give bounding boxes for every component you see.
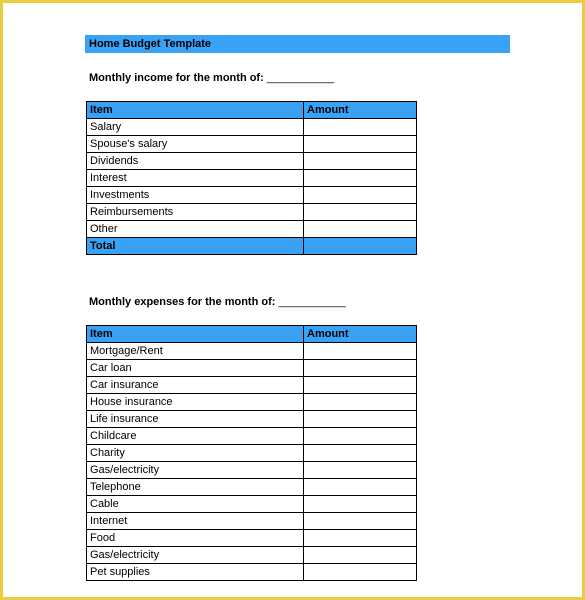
item-cell: Dividends [87, 153, 304, 170]
table-row [87, 377, 417, 394]
income-table [86, 101, 417, 255]
table-row [87, 530, 417, 547]
item-cell: Childcare [87, 428, 304, 445]
item-cell: Pet supplies [87, 564, 304, 581]
item-cell: Investments [87, 187, 304, 204]
amount-cell[interactable] [304, 445, 417, 462]
income-heading-text: Monthly income for the month of: [89, 72, 264, 84]
amount-cell[interactable] [304, 360, 417, 377]
amount-cell[interactable] [304, 513, 417, 530]
item-cell: Interest [87, 170, 304, 187]
item-cell: Telephone [87, 479, 304, 496]
expenses-heading [89, 296, 346, 308]
total-row [87, 238, 417, 255]
table-row [87, 394, 417, 411]
document-title: Home Budget Template [85, 35, 510, 53]
total-amount-cell[interactable] [304, 238, 417, 255]
amount-cell[interactable] [304, 411, 417, 428]
amount-cell[interactable] [304, 119, 417, 136]
table-row [87, 479, 417, 496]
table-row [87, 119, 417, 136]
table-row [87, 513, 417, 530]
table-row [87, 204, 417, 221]
income-month-blank: ___________ [266, 72, 335, 84]
table-row [87, 170, 417, 187]
table-row [87, 547, 417, 564]
table-header-row [87, 102, 417, 119]
amount-cell[interactable] [304, 530, 417, 547]
item-cell: Car loan [87, 360, 304, 377]
column-header-amount: Amount [304, 102, 417, 119]
item-cell: Salary [87, 119, 304, 136]
table-row [87, 360, 417, 377]
amount-cell[interactable] [304, 547, 417, 564]
item-cell: Charity [87, 445, 304, 462]
table-row [87, 187, 417, 204]
expenses-table [86, 325, 417, 581]
income-heading [89, 72, 334, 84]
item-cell: Gas/electricity [87, 547, 304, 564]
amount-cell[interactable] [304, 462, 417, 479]
item-cell: Gas/electricity [87, 462, 304, 479]
expenses-month-blank: ___________ [278, 296, 346, 308]
amount-cell[interactable] [304, 204, 417, 221]
amount-cell[interactable] [304, 153, 417, 170]
column-header-amount: Amount [304, 326, 417, 343]
item-cell: Mortgage/Rent [87, 343, 304, 360]
column-header-item: Item [87, 326, 304, 343]
amount-cell[interactable] [304, 496, 417, 513]
table-row [87, 136, 417, 153]
table-row [87, 462, 417, 479]
table-row [87, 496, 417, 513]
table-header-row [87, 326, 417, 343]
table-row [87, 445, 417, 462]
table-row [87, 564, 417, 581]
amount-cell[interactable] [304, 343, 417, 360]
item-cell: Life insurance [87, 411, 304, 428]
item-cell: Internet [87, 513, 304, 530]
amount-cell[interactable] [304, 479, 417, 496]
amount-cell[interactable] [304, 377, 417, 394]
item-cell: House insurance [87, 394, 304, 411]
item-cell: Food [87, 530, 304, 547]
item-cell: Other [87, 221, 304, 238]
table-row [87, 428, 417, 445]
item-cell: Reimbursements [87, 204, 304, 221]
amount-cell[interactable] [304, 170, 417, 187]
table-row [87, 343, 417, 360]
item-cell: Car insurance [87, 377, 304, 394]
expenses-heading-text: Monthly expenses for the month of: [89, 296, 276, 308]
amount-cell[interactable] [304, 136, 417, 153]
item-cell: Spouse's salary [87, 136, 304, 153]
column-header-item: Item [87, 102, 304, 119]
amount-cell[interactable] [304, 564, 417, 581]
table-row [87, 221, 417, 238]
table-row [87, 411, 417, 428]
item-cell: Cable [87, 496, 304, 513]
total-label: Total [87, 238, 304, 255]
amount-cell[interactable] [304, 187, 417, 204]
amount-cell[interactable] [304, 394, 417, 411]
amount-cell[interactable] [304, 221, 417, 238]
amount-cell[interactable] [304, 428, 417, 445]
table-row [87, 153, 417, 170]
